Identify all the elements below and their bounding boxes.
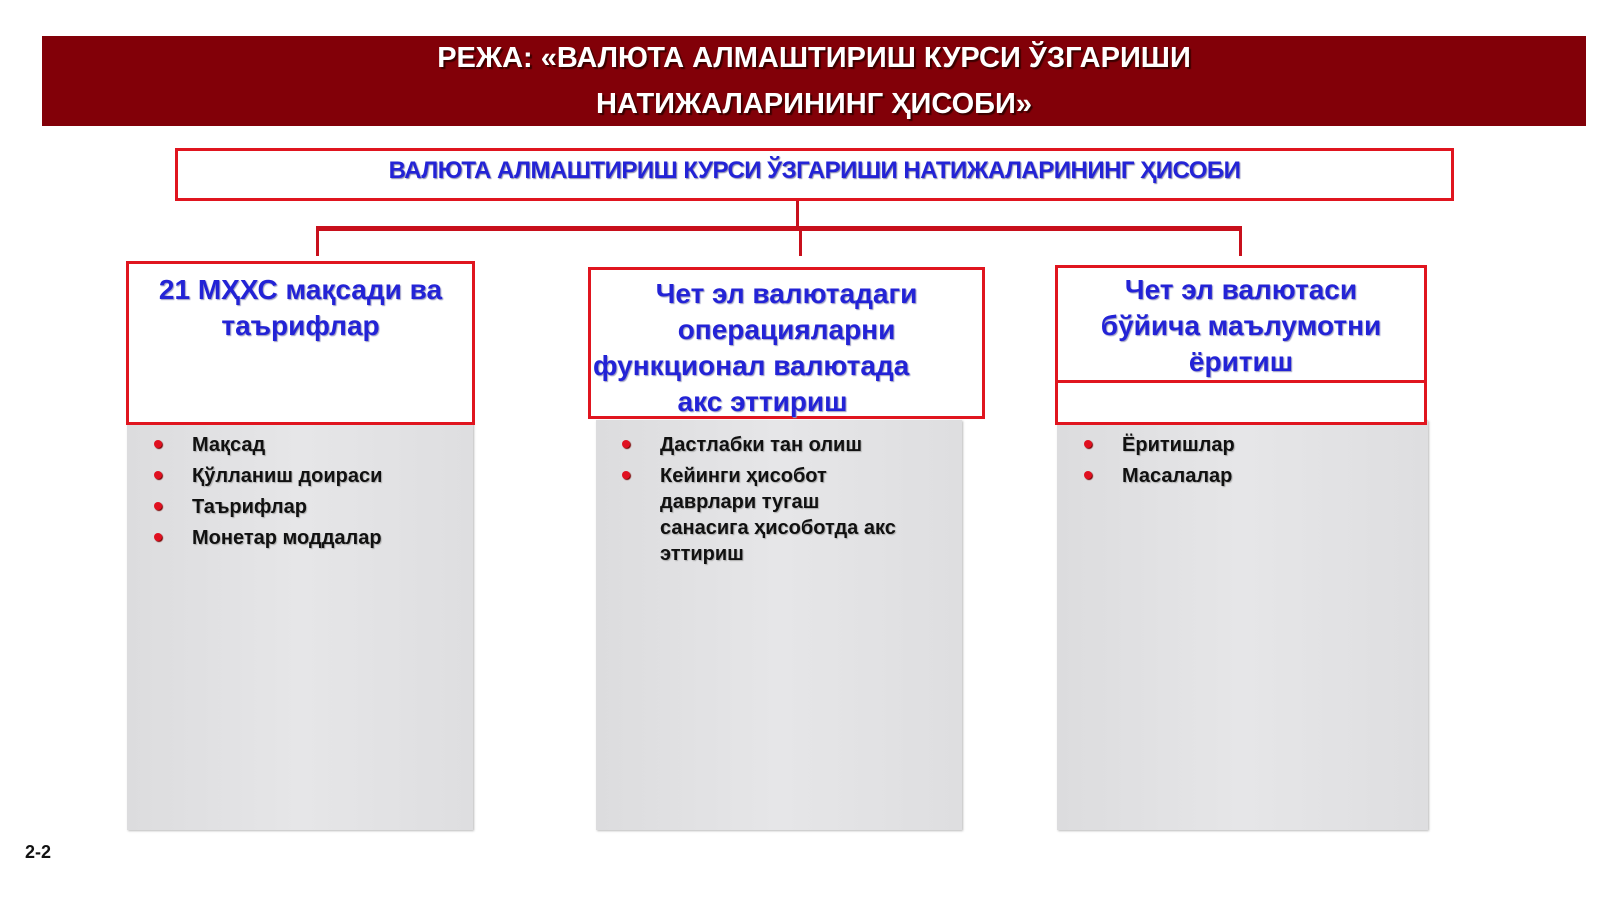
connector-right-drop [1239,226,1242,256]
column-1-heading [129,272,472,344]
title-banner [42,36,1586,126]
column-2-heading-box [588,267,985,419]
column-1-heading-line: 21 МҲХС мақсади ва [158,274,443,305]
column-3-heading-line: Чет эл валютаси [1124,274,1358,305]
root-node [175,148,1454,201]
bullet-dot-icon [1084,440,1092,448]
slide-title-line-2: НАТИЖАЛАРИНИНГ ҲИСОБИ» [596,88,1032,120]
column-3-list [1084,432,1414,494]
column-2-heading [591,276,982,420]
bullet-dot-icon [154,502,162,510]
column-1-list [154,432,464,556]
connector-left-drop [316,226,319,256]
column-3-heading-line: бўйича маълумотни [1100,310,1382,341]
column-2-heading-line: операцияларни [677,314,896,345]
list-item: Мақсад [154,432,464,458]
bullet-dot-icon [622,471,630,479]
column-1-heading-box [126,261,475,425]
column-2-heading-line: акс эттириш [677,386,848,417]
connector-horizontal [316,226,1242,231]
column-3-heading-box [1055,265,1427,425]
list-item: Дастлабки тан олиш [622,432,952,458]
bullet-dot-icon [622,440,630,448]
list-item: Масалалар [1084,463,1414,489]
connector-middle-drop [799,226,802,256]
list-item: Таърифлар [154,494,464,520]
column-2-heading-line: функционал валютада [593,350,910,381]
bullet-dot-icon [154,471,162,479]
bullet-dot-icon [154,533,162,541]
connector-root-stem [796,201,799,227]
bullet-dot-icon [154,440,162,448]
list-item: Кейинги ҳисобот даврлари тугаш санасига ҳисоботда акс эттириш [622,463,952,567]
column-1-heading-line: таърифлар [221,310,380,341]
slide-title-line-1: РЕЖА: «ВАЛЮТА АЛМАШТИРИШ КУРСИ ЎЗГАРИШИ [437,42,1191,74]
bullet-dot-icon [1084,471,1092,479]
list-item: Қўлланиш доираси [154,463,464,489]
list-item: Ёритишлар [1084,432,1414,458]
list-item: Монетар моддалар [154,525,464,551]
column-2-heading-line: Чет эл валютадаги [655,278,918,309]
column-3-heading-divider [1058,380,1424,383]
column-3-heading [1058,272,1424,380]
column-3-heading-line: ёритиш [1188,346,1294,377]
slide-title [437,35,1191,127]
column-2-list [622,432,952,572]
root-node-label: ВАЛЮТА АЛМАШТИРИШ КУРСИ ЎЗГАРИШИ НАТИЖАЛАРИНИНГ ҲИСОБИ [388,156,1241,184]
slide-number: 2-2 [25,842,52,862]
